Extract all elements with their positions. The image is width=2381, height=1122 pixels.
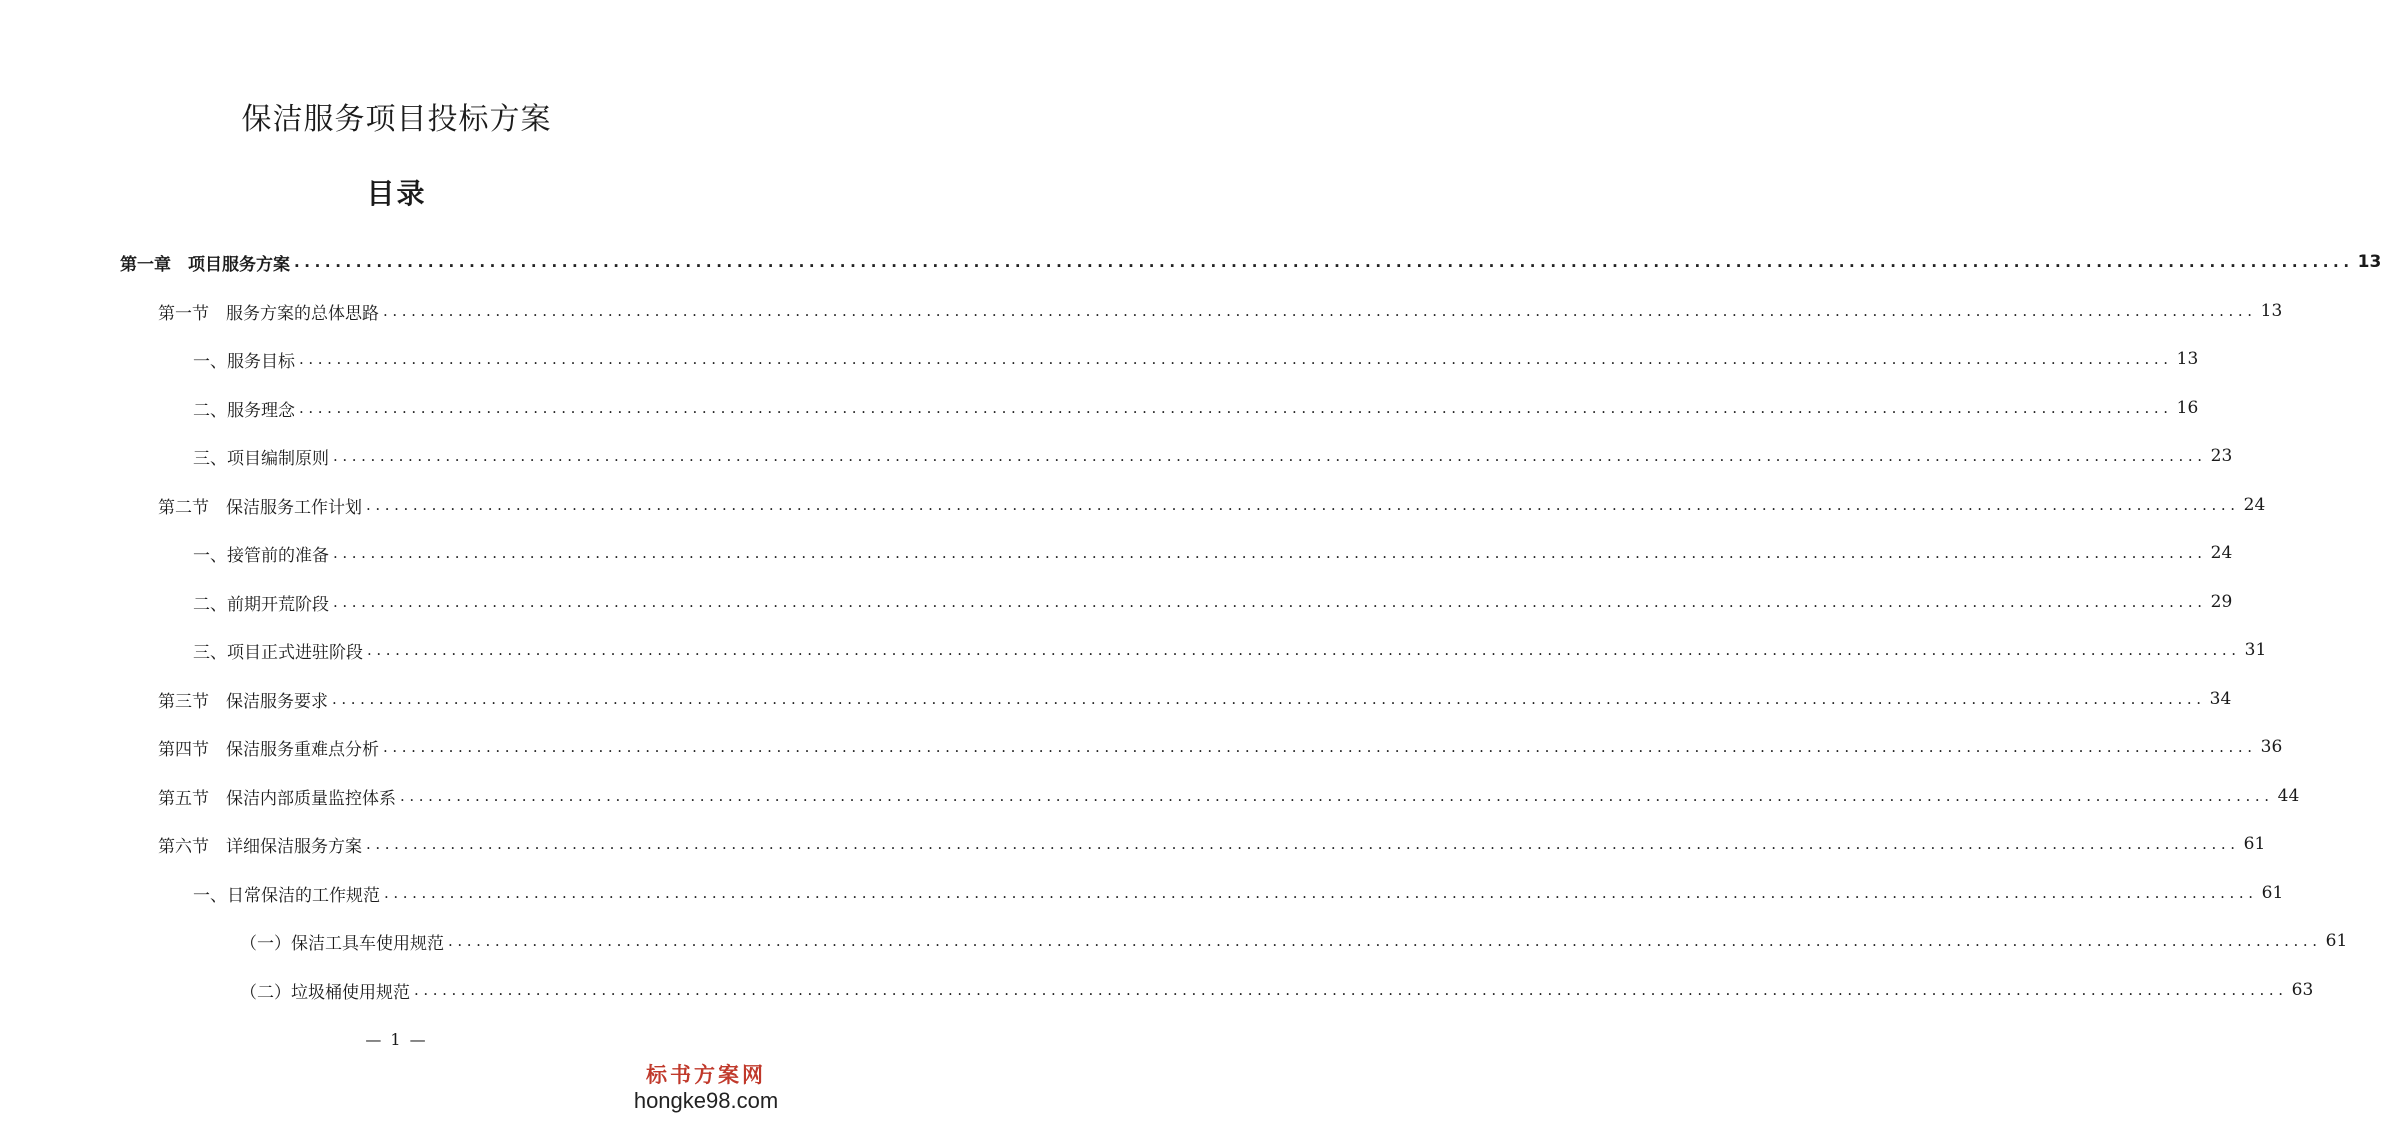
- toc-entry[interactable]: [193, 443, 2233, 469]
- toc-entry[interactable]: [193, 540, 2233, 566]
- toc-dot-leader: ........................................................................................................................................................................................................: [366, 496, 2240, 514]
- toc-heading: 目录: [366, 177, 427, 210]
- toc-entry-label: 二、前期开荒阶段: [193, 594, 329, 615]
- toc-entry-label: 第五节 保洁内部质量监控体系: [158, 788, 396, 809]
- toc-entry[interactable]: [240, 977, 2314, 1003]
- toc-entry-label: 第一节 服务方案的总体思路: [158, 303, 379, 324]
- toc-entry-page: 23: [2210, 446, 2233, 466]
- toc-entry-label: 三、项目编制原则: [193, 448, 329, 469]
- toc-entry-label: 第六节 详细保洁服务方案: [158, 836, 362, 857]
- toc-dot-leader: ........................................................................................................................................................................................................: [299, 399, 2173, 417]
- toc-entry[interactable]: [120, 249, 2381, 275]
- toc-entry-page: 13: [2260, 301, 2283, 321]
- toc-entry[interactable]: [193, 589, 2233, 615]
- toc-entry-page: 24: [2210, 543, 2233, 563]
- toc-dot-leader: ........................................................................................................................................................................................................: [333, 447, 2207, 465]
- toc-dot-leader: ........................................................................................................................................................................................................: [332, 690, 2206, 708]
- toc-dot-leader: ........................................................................................................................................................................................................: [333, 593, 2207, 611]
- toc-entry-page: 13: [2176, 349, 2199, 369]
- toc-dot-leader: ........................................................................................................................................................................................................: [414, 981, 2288, 999]
- toc-entry-page: 63: [2291, 980, 2314, 1000]
- watermark-chinese: 标书方案网: [646, 1062, 766, 1087]
- toc-entry-page: 13: [2357, 252, 2381, 272]
- toc-entry[interactable]: [158, 734, 2283, 760]
- watermark-url: hongke98.com: [633, 1088, 779, 1113]
- toc-dot-leader: ........................................................................................................................................................................................................: [333, 544, 2207, 562]
- toc-entry-label: 一、接管前的准备: [193, 545, 329, 566]
- toc-entry-page: 44: [2277, 786, 2300, 806]
- toc-entry-label: 第二节 保洁服务工作计划: [158, 497, 362, 518]
- toc-dot-leader: ........................................................................................................................................................................................................: [400, 787, 2274, 805]
- toc-dot-leader: ........................................................................................................................................................................................................: [384, 884, 2258, 902]
- toc-dot-leader: ........................................................................................................................................................................................................: [294, 253, 2354, 271]
- toc-entry-label: 第三节 保洁服务要求: [158, 691, 328, 712]
- document-title: 保洁服务项目投标方案: [241, 102, 552, 137]
- toc-dot-leader: ........................................................................................................................................................................................................: [367, 641, 2241, 659]
- toc-dot-leader: ........................................................................................................................................................................................................: [299, 350, 2173, 368]
- toc-entry-page: 61: [2261, 883, 2284, 903]
- toc-entry[interactable]: [158, 298, 2283, 324]
- toc-entry[interactable]: [193, 346, 2199, 372]
- watermark-logo: [631, 1062, 781, 1114]
- page-number: — 1 —: [365, 1030, 428, 1049]
- toc-dot-leader: ........................................................................................................................................................................................................: [366, 835, 2240, 853]
- toc-entry[interactable]: [158, 783, 2300, 809]
- toc-entry[interactable]: [158, 492, 2266, 518]
- toc-entry-label: 二、服务理念: [193, 400, 295, 421]
- toc-dot-leader: ........................................................................................................................................................................................................: [448, 932, 2322, 950]
- toc-entry-label: 第四节 保洁服务重难点分析: [158, 739, 379, 760]
- toc-entry-label: （二）垃圾桶使用规范: [240, 982, 410, 1003]
- toc-entry-label: 一、服务目标: [193, 351, 295, 372]
- toc-entry[interactable]: [240, 928, 2348, 954]
- toc-entry[interactable]: [193, 395, 2199, 421]
- toc-entry-page: 34: [2209, 689, 2232, 709]
- toc-entry-page: 36: [2260, 737, 2283, 757]
- toc-entry-page: 61: [2325, 931, 2348, 951]
- toc-entry-label: 第一章 项目服务方案: [120, 254, 290, 275]
- toc-entry-page: 24: [2243, 495, 2266, 515]
- toc-dot-leader: ........................................................................................................................................................................................................: [383, 738, 2257, 756]
- toc-dot-leader: ........................................................................................................................................................................................................: [383, 302, 2257, 320]
- toc-entry-label: 一、日常保洁的工作规范: [193, 885, 380, 906]
- toc-entry-label: 三、项目正式进驻阶段: [193, 642, 363, 663]
- toc-entry-label: （一）保洁工具车使用规范: [240, 933, 444, 954]
- toc-entry[interactable]: [158, 686, 2232, 712]
- toc-entry-page: 31: [2244, 640, 2267, 660]
- toc-entry[interactable]: [158, 831, 2266, 857]
- toc-entry[interactable]: [193, 880, 2284, 906]
- toc-entry-page: 16: [2176, 398, 2199, 418]
- toc-entry[interactable]: [193, 637, 2267, 663]
- toc-entry-page: 61: [2243, 834, 2266, 854]
- toc-entry-page: 29: [2210, 592, 2233, 612]
